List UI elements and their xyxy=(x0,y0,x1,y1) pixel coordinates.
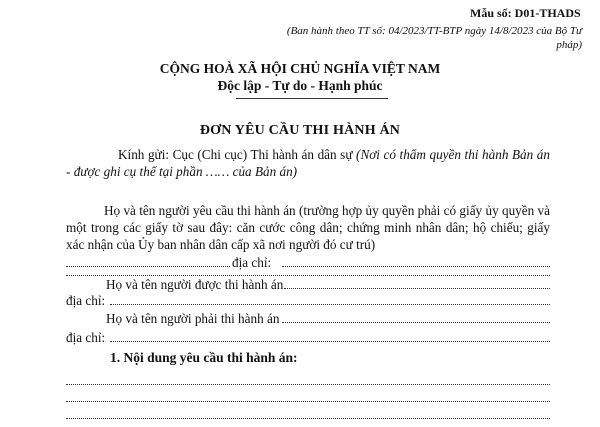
beneficiary-address-fill[interactable] xyxy=(110,292,550,305)
debtor-name-fill[interactable] xyxy=(282,310,550,323)
addressee-note: (Nơi có thẩm quyền thi hành Bản án - được ghi cụ thể tại phần …… của Bản án) xyxy=(66,147,550,179)
requester-address-label: địa chỉ: xyxy=(232,255,272,270)
debtor-address-label: địa chỉ: xyxy=(66,330,106,345)
requester-paragraph: Họ và tên người yêu cầu thi hành án (trường hợp ủy quyền phải có giấy ủy quyền và một trong các giấy tờ sau đây: căn cước công dân; chứng minh nhân dân; hộ chiếu; giấy xác nhận của Ủy ban nhân dân cấp xã nơi người đó cư trú) xyxy=(66,203,550,252)
section1-heading: 1. Nội dung yêu cầu thi hành án: xyxy=(110,350,298,365)
beneficiary-label: Họ và tên người được thi hành án xyxy=(106,277,284,292)
document-title: ĐƠN YÊU CẦU THI HÀNH ÁN xyxy=(199,123,401,138)
issued-by-note: (Ban hành theo TT số: 04/2023/TT-BTP ngày 14/8/2023 của Bộ Tư pháp) xyxy=(286,25,582,51)
debtor-row[interactable] xyxy=(106,310,550,327)
requester-extra-line[interactable] xyxy=(66,263,550,276)
content-line-2[interactable] xyxy=(66,389,550,402)
content-fill-1[interactable] xyxy=(66,372,550,385)
beneficiary-name-fill[interactable] xyxy=(284,276,550,289)
content-fill-2[interactable] xyxy=(66,389,550,402)
content-line-1[interactable] xyxy=(66,372,550,385)
beneficiary-address-label: địa chỉ: xyxy=(66,293,106,308)
addressee-text: Kính gửi: Cục (Chi cục) Thi hành án dân sự xyxy=(118,147,357,162)
debtor-address-row[interactable] xyxy=(66,329,550,346)
debtor-address-fill[interactable] xyxy=(110,329,550,342)
form-code: Mẫu số: D01-THADS xyxy=(470,6,581,20)
requester-extra-fill[interactable] xyxy=(66,263,550,276)
motto-underline xyxy=(236,98,388,99)
beneficiary-address-row[interactable] xyxy=(66,292,550,309)
content-line-3[interactable] xyxy=(66,406,550,419)
beneficiary-row[interactable] xyxy=(106,276,550,293)
nation-motto: Độc lập - Tự do - Hạnh phúc xyxy=(217,78,383,93)
content-fill-3[interactable] xyxy=(66,406,550,419)
nation-name: CỘNG HOÀ XÃ HỘI CHỦ NGHĨA VIỆT NAM xyxy=(159,61,441,76)
debtor-label: Họ và tên người phải thi hành án xyxy=(106,311,280,326)
addressee-paragraph xyxy=(66,146,550,180)
